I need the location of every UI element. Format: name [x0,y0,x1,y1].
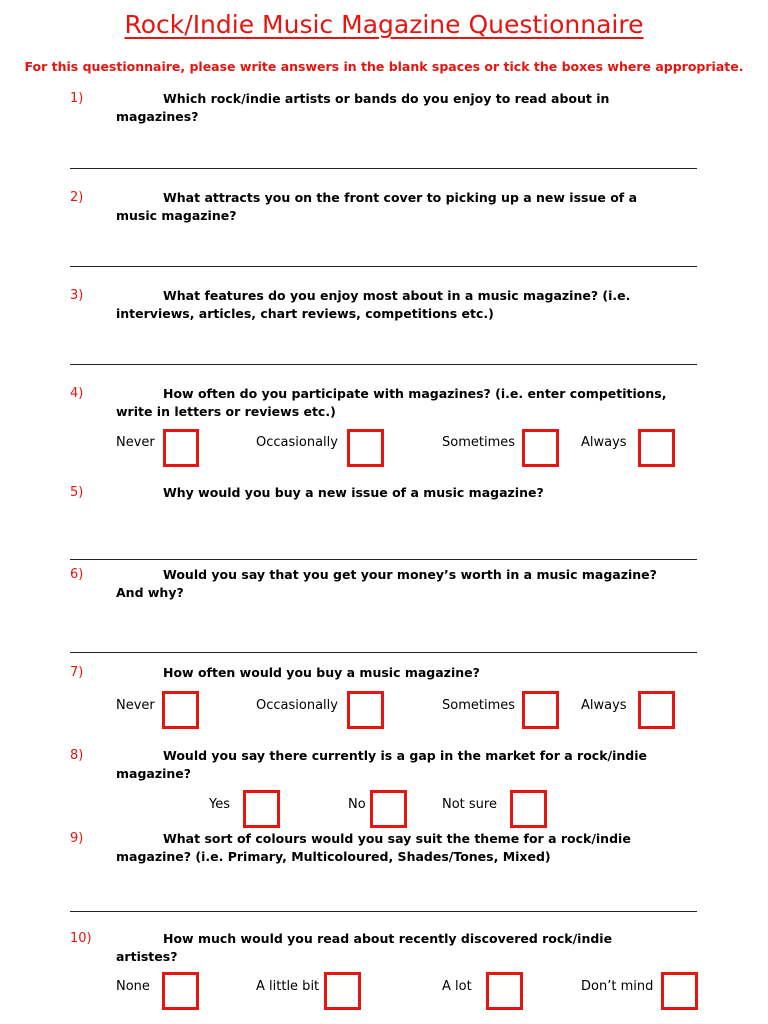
option-label-occasionally: Occasionally [256,435,338,450]
instructions: For this questionnaire, please write answers in the blank spaces or tick the boxes where appropriate. [24,59,744,74]
question-4-number: 4) [70,386,84,401]
checkbox-dont-mind[interactable] [661,972,698,1010]
page-title: Rock/Indie Music Magazine Questionnaire [124,10,644,39]
checkbox-occasionally[interactable] [347,429,384,467]
option-label-always: Always [581,435,627,450]
checkbox-none[interactable] [162,972,199,1010]
checkbox-not-sure[interactable] [510,790,547,828]
option-label-occasionally: Occasionally [256,698,338,713]
checkbox-occasionally[interactable] [347,691,384,729]
option-label-a-lot: A lot [442,979,472,994]
checkbox-sometimes[interactable] [522,691,559,729]
answer-line-1[interactable] [70,168,697,169]
question-7-number: 7) [70,665,84,680]
answer-line-3[interactable] [70,364,697,365]
question-2-text: What attracts you on the front cover to picking up a new issue of a music magazine? [116,190,638,223]
answer-line-6[interactable] [70,652,697,653]
checkbox-a-little-bit[interactable] [324,972,361,1010]
question-3-number: 3) [70,288,84,303]
question-6-number: 6) [70,567,84,582]
checkbox-always[interactable] [638,691,675,729]
option-label-none: None [116,979,150,994]
question-10-text: How much would you read about recently discovered rock/indie artistes? [116,931,613,964]
checkbox-sometimes[interactable] [522,429,559,467]
question-2-number: 2) [70,190,84,205]
question-3-text: What features do you enjoy most about in a music magazine? (i.e. interviews, articles, chart reviews, competitions etc.) [116,288,631,321]
option-label-dont-mind: Don’t mind [581,979,654,994]
answer-line-5[interactable] [70,559,697,560]
option-label-no: No [348,797,366,812]
option-label-sometimes: Sometimes [442,435,516,450]
option-label-sometimes: Sometimes [442,698,516,713]
checkbox-a-lot[interactable] [486,972,523,1010]
checkbox-never[interactable] [162,691,199,729]
question-5-text: Why would you buy a new issue of a music magazine? [163,485,544,500]
checkbox-never[interactable] [163,429,199,467]
question-1-text: Which rock/indie artists or bands do you enjoy to read about in magazines? [116,91,610,124]
question-1-number: 1) [70,91,84,106]
question-5-number: 5) [70,485,84,500]
checkbox-always[interactable] [638,429,675,467]
question-8-text: Would you say there currently is a gap in the market for a rock/indie magazine? [116,748,647,781]
question-7-text: How often would you buy a music magazine? [163,665,480,680]
answer-line-9[interactable] [70,911,697,912]
option-label-yes: Yes [209,797,230,812]
option-label-never: Never [116,698,155,713]
checkbox-yes[interactable] [243,790,280,828]
option-label-a-little-bit: A little bit [256,979,320,994]
question-6-text: Would you say that you get your money’s worth in a music magazine? And why? [116,567,657,600]
question-4-text: How often do you participate with magazines? (i.e. enter competitions, write in letters or reviews etc.) [116,386,667,419]
option-label-never: Never [116,435,155,450]
question-9-number: 9) [70,831,84,846]
question-10-number: 10) [70,931,92,946]
question-9-text: What sort of colours would you say suit the theme for a rock/indie magazine? (i.e. Primary, Multicoloured, Shades/Tones, Mixed) [116,831,631,864]
checkbox-no[interactable] [370,790,407,828]
option-label-not-sure: Not sure [442,797,497,812]
answer-line-2[interactable] [70,266,697,267]
option-label-always: Always [581,698,627,713]
question-8-number: 8) [70,748,84,763]
